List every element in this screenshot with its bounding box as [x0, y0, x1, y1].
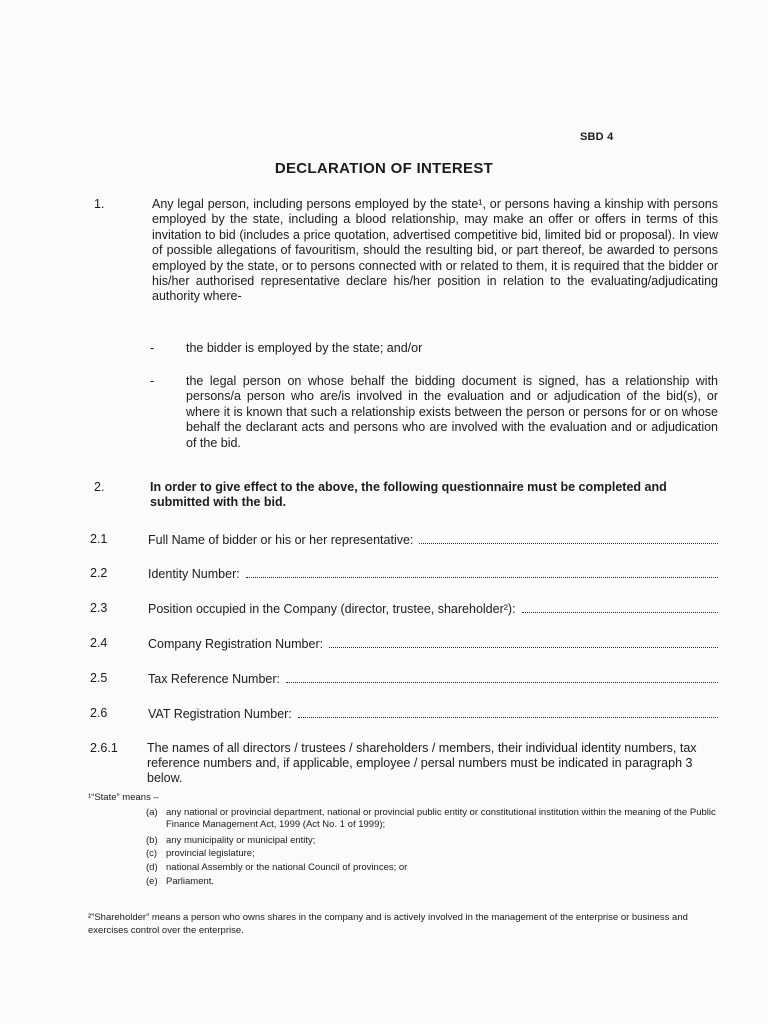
- section-2-number: 2.: [94, 480, 105, 494]
- company-registration-input[interactable]: [329, 636, 718, 648]
- field-number: 2.3: [90, 601, 108, 615]
- field-label: VAT Registration Number:: [148, 707, 292, 721]
- field-body: [148, 706, 718, 721]
- field-body: [148, 601, 718, 616]
- full-name-input[interactable]: [419, 532, 718, 544]
- footnote-letter: (a): [146, 807, 158, 818]
- section-1-number: 1.: [94, 197, 105, 211]
- bullet-1-dash: -: [150, 341, 155, 355]
- footnote-item: Parliament.: [166, 876, 215, 887]
- tax-reference-input[interactable]: [286, 671, 718, 683]
- footnote-state-heading: ¹“State” means –: [88, 792, 159, 803]
- field-label: Identity Number:: [148, 567, 240, 581]
- bullet-2-dash: -: [150, 374, 155, 388]
- footnote-item: any municipality or municipal entity;: [166, 835, 316, 846]
- field-body: [148, 532, 718, 547]
- bullet-1-text: the bidder is employed by the state; and/or: [186, 341, 423, 355]
- footnote-shareholder: ²”Shareholder” means a person who owns shares in the company and is actively involved in the management of the enterprise or business and exercises control over the enterprise.: [88, 912, 688, 936]
- position-input[interactable]: [522, 601, 718, 613]
- field-company-registration: [90, 636, 718, 654]
- field-body: [148, 636, 718, 651]
- section-1-text: Any legal person, including persons employed by the state¹, or persons having a kinship with persons employed by the state, including a blood relationship, may make an offer or offers in terms of this invitation to bid (includes a price quotation, advertised competitive bid, limited bid or proposal). In view of possible allegations of favouritism, should the resulting bid, or part thereof, be awarded to persons employed by the state, or to persons connected with or related to them, it is required that the bidder or his/her authorised representative declare his/her position in relation to the evaluating/adjudicating authority where-: [152, 197, 718, 304]
- field-number: 2.5: [90, 671, 108, 685]
- footnote-letter: (c): [146, 848, 158, 859]
- footnote-letter: (b): [146, 835, 158, 846]
- vat-registration-input[interactable]: [298, 706, 718, 718]
- field-number: 2.2: [90, 566, 108, 580]
- footnote-letter: (d): [146, 862, 158, 873]
- field-label: Full Name of bidder or his or her representative:: [148, 533, 414, 547]
- field-tax-reference: [90, 671, 718, 689]
- directors-number: 2.6.1: [90, 741, 118, 755]
- field-body: [148, 671, 718, 686]
- field-number: 2.1: [90, 532, 108, 546]
- field-label: Company Registration Number:: [148, 637, 324, 651]
- form-code: SBD 4: [580, 131, 614, 143]
- field-body: [148, 566, 718, 581]
- identity-number-input[interactable]: [246, 566, 718, 578]
- footnote-item: any national or provincial department, national or provincial public entity or constitutional institution within the meaning of the Public Finance Management Act, 1999 (Act No. 1 of 1999);: [166, 807, 716, 830]
- field-vat-registration: [90, 706, 718, 724]
- bullet-2-text: the legal person on whose behalf the bidding document is signed, has a relationship with persons/a person who are/is involved in the evaluation and or adjudication of the bid(s), or where it is known that such a relationship exists between the person or persons for or on whose behalf the declarant acts and persons who are involved with the evaluation and or adjudication of the bid.: [186, 374, 718, 450]
- field-position: [90, 601, 718, 619]
- field-label: Tax Reference Number:: [148, 672, 281, 686]
- field-number: 2.4: [90, 636, 108, 650]
- footnote-letter: (e): [146, 876, 158, 887]
- page-title: DECLARATION OF INTEREST: [274, 160, 494, 177]
- field-label: Position occupied in the Company (director, trustee, shareholder²):: [148, 602, 516, 616]
- footnote-item: provincial legislature;: [166, 848, 255, 859]
- directors-text: The names of all directors / trustees / shareholders / members, their individual identity numbers, tax reference numbers and, if applicable, employee / persal numbers must be indicated in paragraph 3 below.: [147, 741, 697, 785]
- section-2-text: In order to give effect to the above, the following questionnaire must be completed and submitted with the bid.: [150, 480, 667, 510]
- field-identity-number: [90, 566, 718, 584]
- footnote-item: national Assembly or the national Council of provinces; or: [166, 862, 408, 873]
- field-full-name: [90, 532, 718, 550]
- field-number: 2.6: [90, 706, 108, 720]
